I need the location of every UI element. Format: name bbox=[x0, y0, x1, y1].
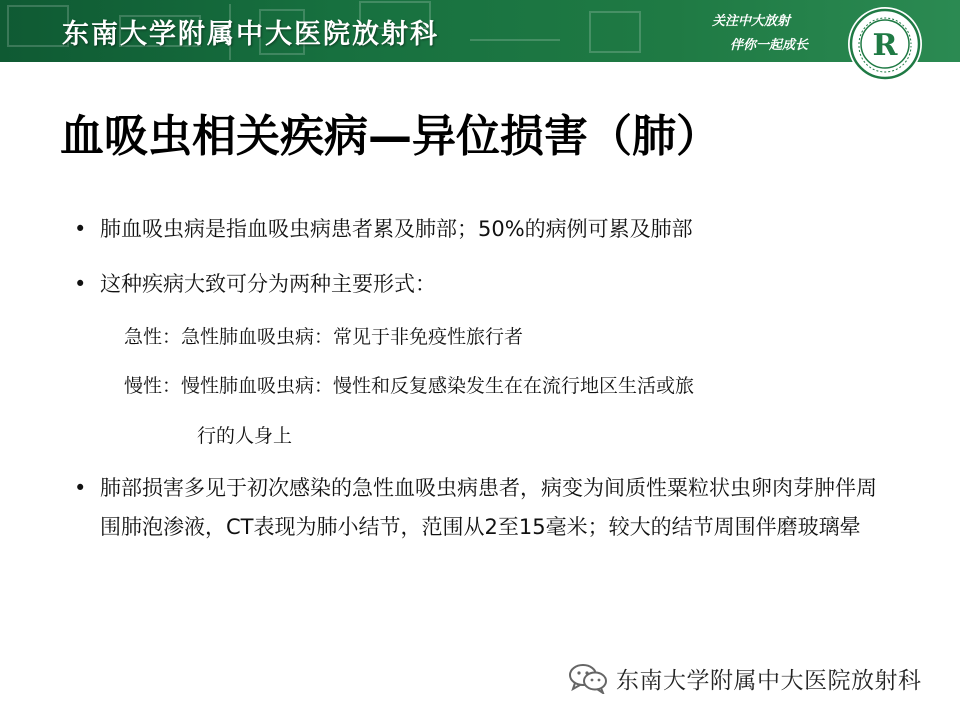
sub-item-chronic-continued: 行的人身上 bbox=[197, 425, 293, 447]
logo-letter: R bbox=[872, 28, 898, 63]
header-slogan-line1: 关注中大放射 bbox=[712, 14, 791, 29]
bullet-1: • 肺血吸虫病是指血吸虫病患者累及肺部；50%的病例可累及肺部 bbox=[100, 210, 900, 249]
slide-title: 血吸虫相关疾病—异位损害（肺） bbox=[60, 111, 720, 162]
hospital-radiology-logo bbox=[847, 6, 923, 82]
sub-item-acute: 急性：急性肺血吸虫病：常见于非免疫性旅行者 bbox=[124, 326, 524, 348]
header-institution-name: 东南大学附属中大医院放射科 bbox=[62, 19, 439, 50]
wechat-icon bbox=[568, 662, 608, 694]
header-slogan-line2: 伴你一起成长 bbox=[730, 38, 809, 53]
watermark bbox=[568, 662, 922, 694]
sub-item-chronic: 慢性：慢性肺血吸虫病：慢性和反复感染发生在在流行地区生活或旅 bbox=[124, 375, 695, 397]
watermark-text: 东南大学附属中大医院放射科 bbox=[616, 667, 922, 694]
bullet-3: • 肺部损害多见于初次感染的急性血吸虫病患者，病变为间质性粟粒状虫卵肉芽肿伴周围肺泡渗液，CT表现为肺小结节，范围从2至15毫米；较大的结节周围伴磨玻璃晕 bbox=[100, 469, 890, 547]
bullet-2: • 这种疾病大致可分为两种主要形式： bbox=[100, 265, 900, 304]
header-band bbox=[0, 0, 960, 62]
